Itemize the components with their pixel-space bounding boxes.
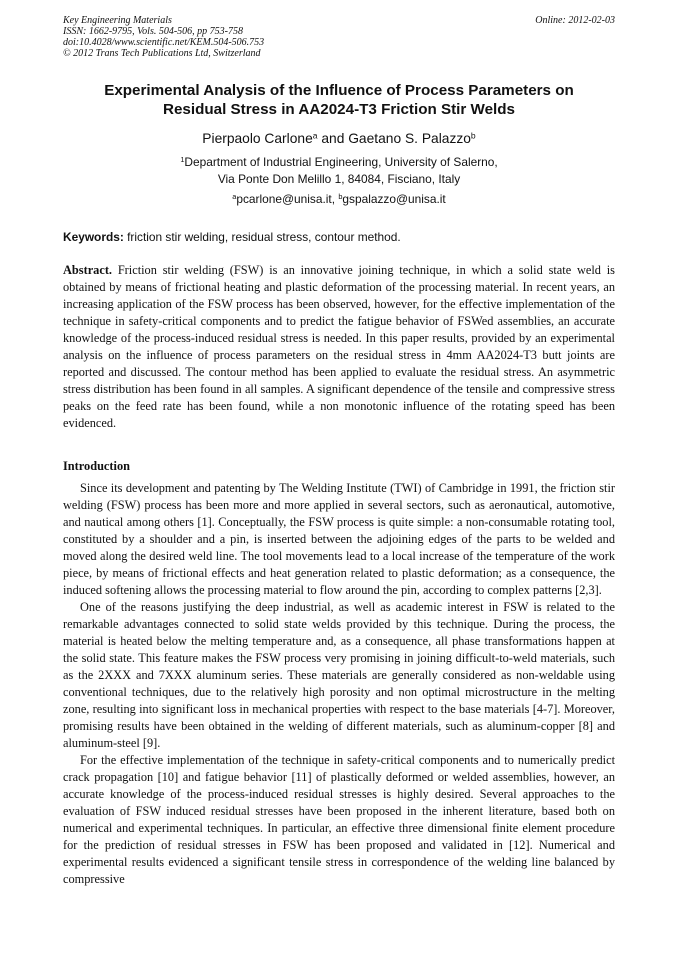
- paper-title: [63, 81, 615, 119]
- author-emails: [63, 191, 615, 208]
- keywords: [63, 229, 615, 246]
- keywords-label: Keywords:: [63, 230, 124, 244]
- journal-name: Key Engineering Materials: [63, 15, 172, 26]
- email-link[interactable]: gspalazzo@unisa.it: [342, 192, 446, 206]
- abstract: [63, 262, 615, 432]
- author-superscript: a: [312, 130, 318, 141]
- email-link[interactable]: pcarlone@unisa.it,: [236, 192, 339, 206]
- paragraph: One of the reasons justifying the deep industrial, as well as academic interest in FSW is related to the remarkable advantages connected to solid state welds provided by this technique. During the process, the material is heated below the melting temperature and, as a consequence, all phase transformations happen at the solid state. This feature makes the FSW process very promising in joining difficult-to-weld materials, such as the 2XXX and 7XXX aluminum series. These materials are generally considered as non-weldable using conventional techniques, due to the relatively high porosity and non optimal microstructure in the melting zone, resulting into significant loss in mechanical properties with respect to the base materials [4-7]. Moreover, promising results have been obtained in the welding of different materials, such as aluminum-copper [8] and aluminum-steel [9].: [63, 600, 615, 750]
- issn-line: ISSN: 1662-9795, Vols. 504-506, pp 753-758: [63, 26, 243, 37]
- journal-header: [63, 15, 615, 59]
- author-superscript: b: [470, 130, 476, 141]
- paragraph: For the effective implementation of the technique in safety-critical components and to numerically predict crack propagation [10] and fatigue behavior [11] of plastically deformed or welded assemblies, however, an accurate knowledge of the process-induced residual stresses is highly desired. Several approaches to the evaluation of FSW induced residual stresses have been proposed in the inherent literature, based both on numerical and experimental techniques. In particular, an effective three dimensional finite element procedure for the prediction of residual stresses in FSW has been proposed and validated in [12]. Numerical and experimental results evidenced a significant tensile stress in correspondence of the welding line balanced by compressive: [63, 753, 615, 886]
- abstract-text: Friction stir welding (FSW) is an innovative joining technique, in which a solid state weld is obtained by means of frictional heating and plastic deformation of the processing material. In recent years, an increasing application of the FSW process has been observed, however, for the effective implementation of the technique in safety-critical components and to predict the fatigue behavior of FSWed assemblies, an accurate knowledge of the process-induced residual stress is needed. In this paper results, provided by an experimental analysis on the influence of process parameters on the residual stress in 4mm AA2024-T3 butt joints are reported and discussed. The contour method has been applied to evaluate the residual stress. An asymmetric stress distribution has been found in all samples. A significant dependence of the tensile and compressive stress peaks on the feed rate has been found, while a non monotonic influence of the rotating speed has been evidenced.: [63, 263, 615, 430]
- affiliation-superscript: 1: [180, 154, 185, 164]
- doi-line: doi:10.4028/www.scientific.net/KEM.504-506.753: [63, 37, 265, 48]
- author-name: Pierpaolo Carlone: [202, 131, 313, 146]
- title-line-1: Experimental Analysis of the Influence of Process Parameters on: [104, 82, 574, 99]
- online-date: Online: 2012-02-03: [535, 15, 615, 26]
- title-line-2: Residual Stress in AA2024-T3 Friction Stir Welds: [163, 101, 515, 118]
- introduction-body: [63, 480, 615, 888]
- author-name: Gaetano S. Palazzo: [348, 131, 471, 146]
- paragraph: Since its development and patenting by The Welding Institute (TWI) of Cambridge in 1991, the friction stir welding (FSW) process has been more and more applied in several sectors, such as aeronautical, automotive, and nautical among others [1]. Conceptually, the FSW process is quite simple: a non-consumable rotating tool, constituted by a shoulder and a pin, is inserted between the adjoining edges of the parts to be welded and moved along the desired weld line. The tool movements lead to a local increase of the temperature of the work piece, by means of frictional effects and heat generation related to plastic deformation; as a consequence, the induced softening allows the processing material to flow around the pin, according to complex patterns [2,3].: [63, 481, 615, 597]
- affiliation-line-1: Department of Industrial Engineering, University of Salerno,: [184, 155, 498, 169]
- affiliation: [63, 154, 615, 188]
- abstract-label: Abstract.: [63, 263, 113, 277]
- affiliation-line-2: Via Ponte Don Melillo 1, 84084, Fisciano, Italy: [217, 172, 461, 186]
- section-heading: Introduction: [63, 459, 130, 473]
- email-superscript: b: [338, 191, 343, 201]
- copyright-line: © 2012 Trans Tech Publications Ltd, Switzerland: [63, 48, 261, 59]
- author-list: [63, 130, 615, 147]
- author-conjunction: and: [317, 131, 349, 146]
- keywords-text: friction stir welding, residual stress, contour method.: [123, 230, 401, 244]
- email-superscript: a: [232, 191, 237, 201]
